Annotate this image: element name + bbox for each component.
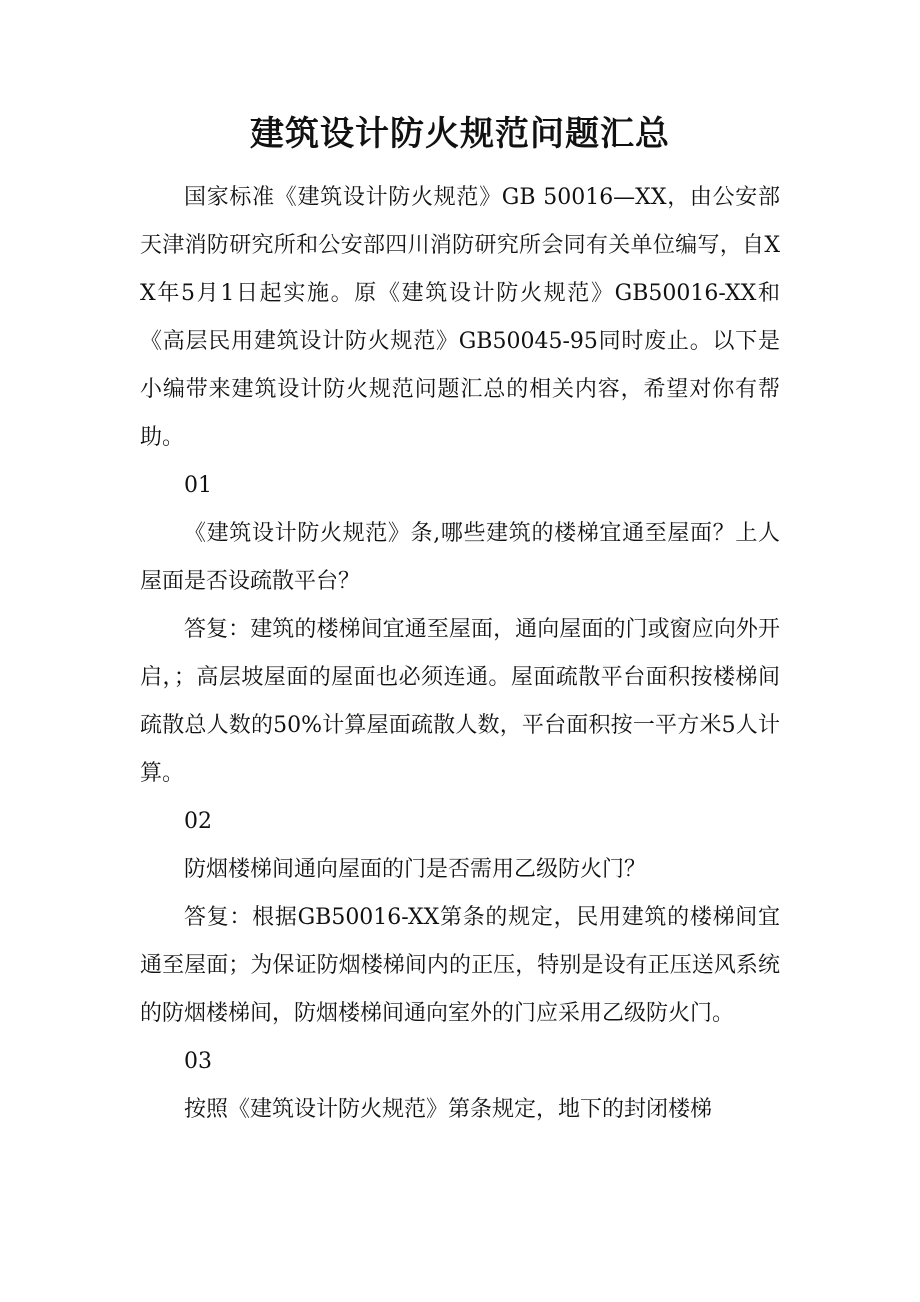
intro-paragraph: 国家标准《建筑设计防火规范》GB 50016—XX，由公安部天津消防研究所和公安部四川消防研究所会同有关单位编写，自XX年5月1日起实施。原《建筑设计防火规范》GB50016-XX和《高层民用建筑设计防火规范》GB50045-95同时废止。以下是小编带来建筑设计防火规范问题汇总的相关内容，希望对你有帮助。 (140, 185, 780, 450)
question-03: 按照《建筑设计防火规范》第条规定，地下的封闭楼梯 (184, 1097, 713, 1122)
answer-02: 答复：根据GB50016-XX第条的规定，民用建筑的楼梯间宜通至屋面；为保证防烟楼梯间内的正压，特别是设有正压送风系统的防烟楼梯间，防烟楼梯间通向室外的门应采用乙级防火门。 (140, 905, 780, 1026)
section-number-03: 03 (184, 1049, 212, 1074)
question-02: 防烟楼梯间通向屋面的门是否需用乙级防火门？ (184, 857, 647, 882)
document-title: 建筑设计防火规范问题汇总 (250, 114, 670, 154)
section-number-01: 01 (184, 473, 212, 498)
answer-01: 答复：建筑的楼梯间宜通至屋面，通向屋面的门或窗应向外开启，；高层坡屋面的屋面也必须连通。屋面疏散平台面积按楼梯间疏散总人数的50%计算屋面疏散人数，平台面积按一平方米5人计算。 (140, 617, 780, 786)
question-01: 《建筑设计防火规范》条,哪些建筑的楼梯宜通至屋面？上人屋面是否设疏散平台？ (140, 521, 780, 594)
section-number-02: 02 (184, 809, 212, 834)
document-body (140, 174, 780, 1134)
